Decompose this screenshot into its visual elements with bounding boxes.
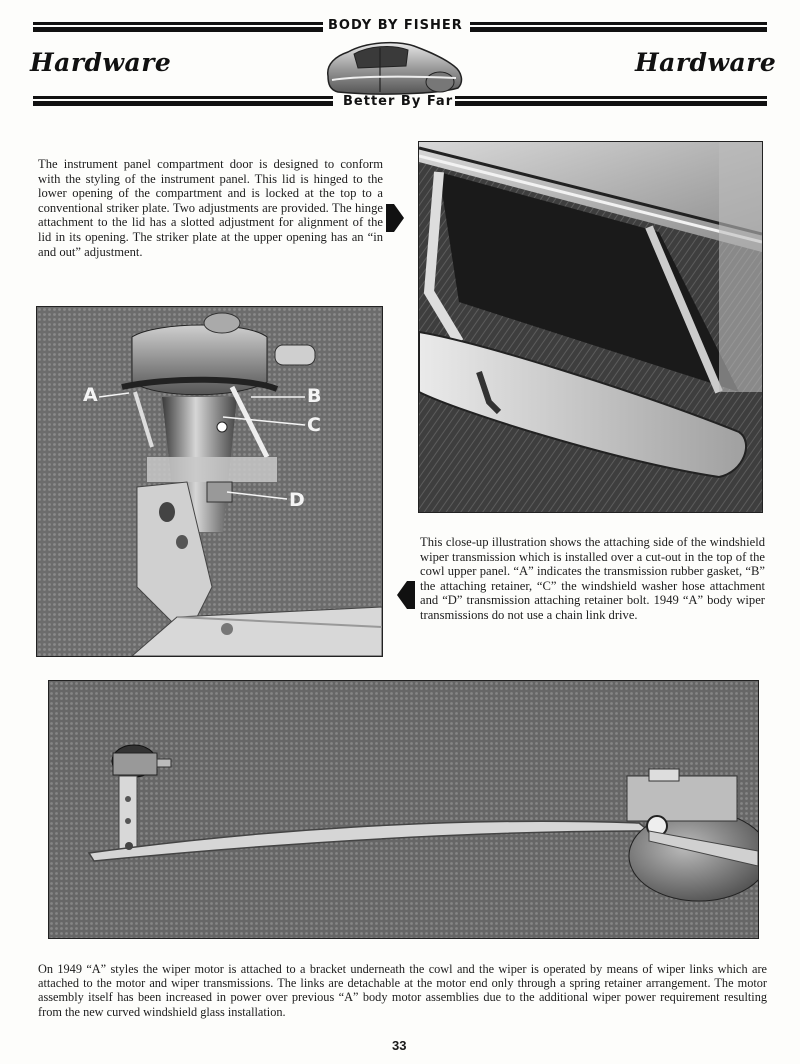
header-top-rule-right-thick bbox=[470, 27, 767, 32]
header-top-rule-right bbox=[470, 22, 767, 25]
figure-label-a: A bbox=[83, 384, 98, 406]
header-bottom-rule-right-thick bbox=[455, 101, 767, 106]
figure-label-d: D bbox=[289, 489, 305, 511]
header-bottom-rule-left-thick bbox=[33, 101, 333, 106]
header-bottom-rule-right bbox=[455, 96, 767, 99]
wiper-transmission-photo bbox=[36, 306, 383, 657]
figure-label-b: B bbox=[307, 385, 322, 407]
header-top-title: BODY BY FISHER bbox=[328, 18, 463, 33]
wiper-motor-photo bbox=[48, 680, 759, 939]
section-title-left: Hardware bbox=[30, 48, 172, 77]
wiper-transmission-paragraph: This close-up illustration shows the attaching side of the windshield wiper transmission which is installed over a cut-out in the top of the cowl upper panel. “A” indicates the transmission rubber gasket, “B” the attaching retainer, “C” the windshield washer hose attachment and “D” transmission attaching retainer bolt. 1949 “A” body wiper transmissions do not use a chain link drive. bbox=[420, 535, 765, 622]
header-top-rule-left-thick bbox=[33, 27, 323, 32]
compartment-door-paragraph: The instrument panel compartment door is designed to conform with the styling of the instrument panel. This lid is hinged to the lower opening of the compartment and is locked at the top to a conventional striker plate. Two adjustments are provided. The hinge attachment to the lid has a slotted adjustment for alignment of the lid in its opening. The striker plate at the upper opening has an “in and out” adjustment. bbox=[38, 157, 383, 259]
car-illustration bbox=[318, 36, 468, 98]
section-title-right: Hardware bbox=[635, 48, 777, 77]
header-bottom-rule-left bbox=[33, 96, 333, 99]
figure-label-c: C bbox=[307, 414, 321, 436]
header-bottom-title: Better By Far bbox=[343, 94, 454, 109]
compartment-door-photo bbox=[418, 141, 763, 513]
page-number: 33 bbox=[392, 1038, 407, 1053]
header-top-rule-left bbox=[33, 22, 323, 25]
arrow-right-icon bbox=[386, 200, 404, 236]
arrow-left-icon bbox=[397, 577, 415, 613]
wiper-motor-paragraph: On 1949 “A” styles the wiper motor is attached to a bracket underneath the cowl and the wiper is operated by means of wiper links which are attached to the motor and wiper transmissions. The links are detachable at the motor end only through a spring retainer arrangement. The motor assembly itself has been increased in power over previous “A” body motor assemblies due to the additional wiper power requirement resulting from the new curved windshield glass installation. bbox=[38, 962, 767, 1019]
